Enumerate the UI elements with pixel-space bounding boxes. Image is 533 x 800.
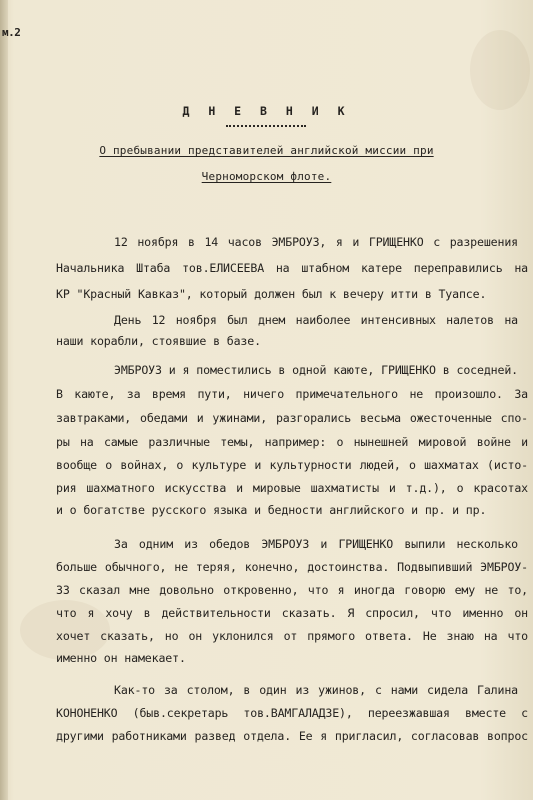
text-line: рия шахматного искусства и мировые шахматисты и т.д.), о красотах	[56, 481, 528, 495]
text-line: завтраками, обедами и ужинами, разгорались весьма ожесточенные спо-	[56, 411, 528, 425]
title-underline	[226, 125, 306, 127]
binding-edge	[0, 0, 8, 800]
paper-stain	[470, 30, 530, 110]
text-line: и о богатстве русского языка и бедности английского и пр. и пр.	[56, 503, 487, 517]
text-line: КР "Красный Кавказ", который должен был к вечеру итти в Туапсе.	[56, 287, 487, 301]
text-line: именно он намекает.	[56, 651, 186, 665]
text-line: что я хочу в действительности сказать. Я спросил, что именно он	[56, 606, 528, 620]
text-line: больше обычного, не теряя, конечно, достоинства. Подвыпивший ЭМБРОУ-	[56, 560, 528, 574]
text-line: Начальника Штаба тов.ЕЛИСЕЕВА на штабном катере переправились на	[56, 261, 528, 275]
text-line: хочет сказать, но он уклонился от прямого ответа. Не знаю на что	[56, 629, 528, 643]
text-line: В каюте, за время пути, ничего примечательного не произошло. За	[56, 387, 528, 401]
text-line: Как-то за столом, в один из ужинов, с нами сидела Галина	[114, 683, 518, 697]
document-subtitle: О пребывании представителей английской миссии при	[99, 144, 434, 157]
text-line: вообще о войнах, о культуре и культурности людей, о шахматах (исто-	[56, 458, 528, 472]
text-line: другими работниками развед отдела. Ее я пригласил, согласовав вопрос	[56, 729, 528, 743]
text-line: наши корабли, стоявшие в базе.	[56, 334, 261, 348]
text-line: За одним из обедов ЭМБРОУЗ и ГРИЩЕНКО выпили несколько	[114, 537, 518, 551]
text-line: ЭМБРОУЗ и я поместились в одной каюте, ГРИЩЕНКО в соседней.	[114, 363, 518, 377]
document-subtitle: Черноморском флоте.	[201, 170, 332, 183]
text-line: ры на самые различные темы, например: о нынешней мировой войне и	[56, 435, 528, 449]
page-number: м.2	[2, 26, 21, 39]
text-line: КОНОНЕНКО (быв.секретарь тов.ВАМГАЛАДЗЕ), переезжавшая вместе с	[56, 706, 528, 720]
text-line: ЗЗ сказал мне довольно откровенно, что я иногда говорю ему не то,	[56, 583, 528, 597]
text-line: День 12 ноября был днем наиболее интенсивных налетов на	[114, 313, 518, 327]
text-line: 12 ноября в 14 часов ЭМБРОУЗ, я и ГРИЩЕНКО с разрешения	[114, 235, 518, 249]
document-title: Д Н Е В Н И К	[182, 104, 351, 118]
